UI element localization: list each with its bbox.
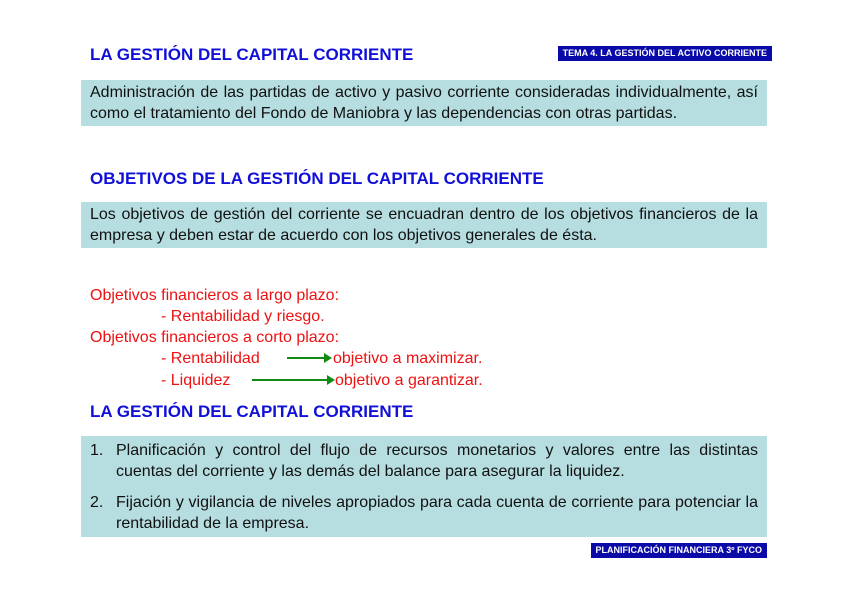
short-term-goal-rentabilidad: objetivo a maximizar. bbox=[333, 350, 483, 367]
list-item-text: Fijación y vigilancia de niveles apropiados para cada cuenta de corriente para potenciar la rentabilidad de la empresa. bbox=[116, 494, 758, 532]
list-item bbox=[90, 440, 758, 482]
management-heading: LA GESTIÓN DEL CAPITAL CORRIENTE bbox=[90, 402, 414, 421]
arrow-icon bbox=[287, 357, 325, 359]
short-term-item-rentabilidad: - Rentabilidad bbox=[161, 350, 260, 367]
long-term-label: Objetivos financieros a largo plazo: bbox=[90, 287, 340, 304]
list-item bbox=[90, 492, 758, 534]
footer-tag: PLANIFICACIÓN FINANCIERA 3º FYCO bbox=[591, 543, 767, 558]
list-item-text: Planificación y control del flujo de recursos monetarios y valores entre las distintas cuentas del corriente y las demás del balance para asegurar la liquidez. bbox=[116, 442, 758, 480]
definition-box: Administración de las partidas de activo y pasivo corriente consideradas individualmente, así como el tratamiento del Fondo de Maniobra y las dependencias con otras partidas. bbox=[81, 80, 767, 126]
long-term-item: - Rentabilidad y riesgo. bbox=[161, 308, 325, 325]
management-box bbox=[81, 436, 767, 537]
objectives-box: Los objetivos de gestión del corriente se encuadran dentro de los objetivos financieros de la empresa y deben estar de acuerdo con los objetivos generales de ésta. bbox=[81, 202, 767, 248]
list-item-number: 2. bbox=[90, 494, 104, 511]
objectives-heading: OBJETIVOS DE LA GESTIÓN DEL CAPITAL CORRIENTE bbox=[90, 169, 544, 188]
page-title: LA GESTIÓN DEL CAPITAL CORRIENTE bbox=[90, 45, 414, 64]
list-item-number: 1. bbox=[90, 442, 104, 459]
short-term-item-liquidez: - Liquidez bbox=[161, 372, 231, 389]
topic-tag: TEMA 4. LA GESTIÓN DEL ACTIVO CORRIENTE bbox=[558, 46, 772, 61]
arrow-icon bbox=[252, 379, 328, 381]
short-term-goal-liquidez: objetivo a garantizar. bbox=[335, 372, 483, 389]
short-term-label: Objetivos financieros a corto plazo: bbox=[90, 329, 340, 346]
